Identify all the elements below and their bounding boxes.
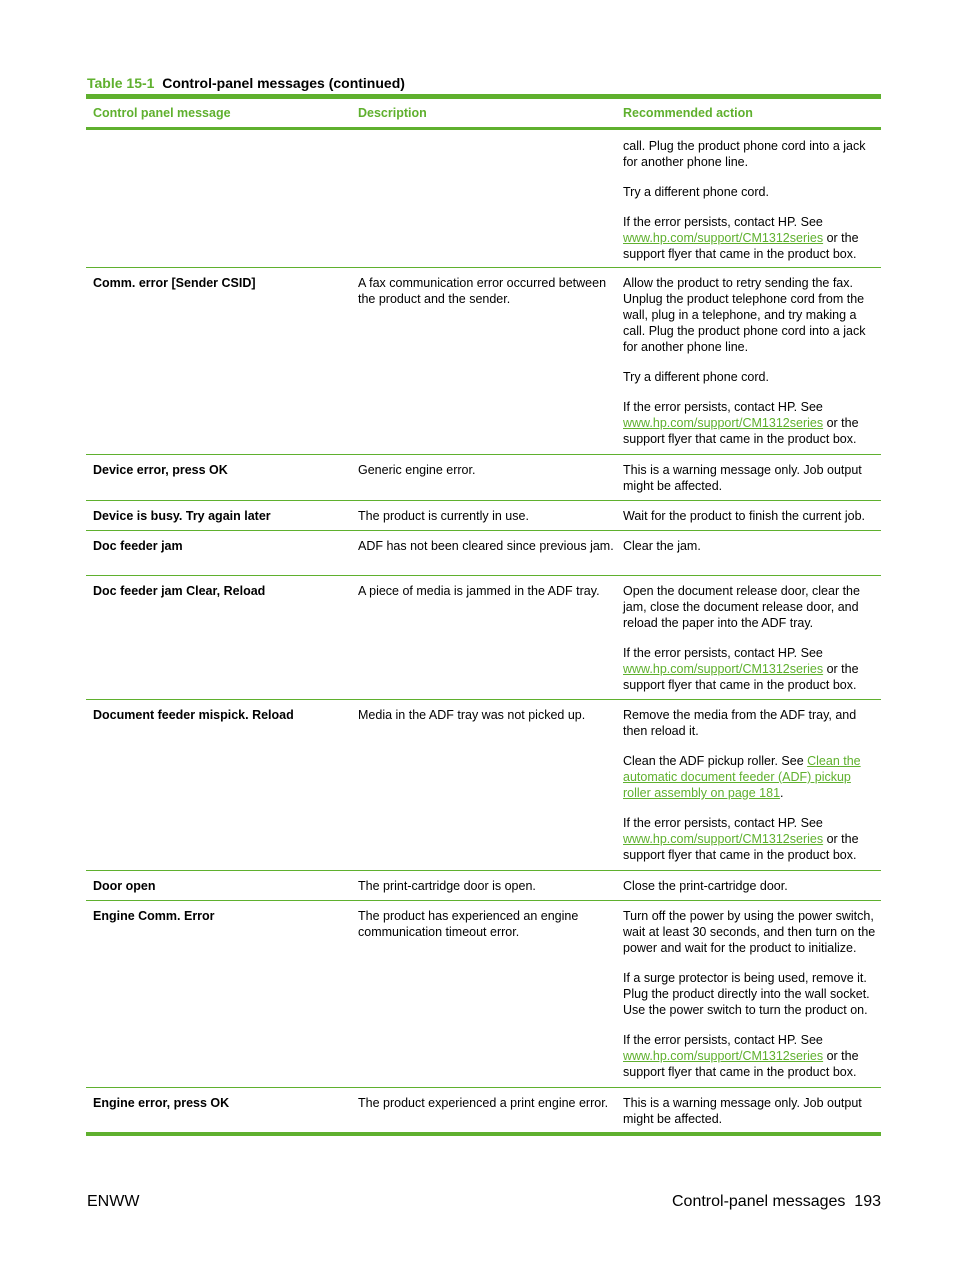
table-bottom-rule <box>86 1132 881 1136</box>
description-cell: Media in the ADF tray was not picked up. <box>358 708 586 722</box>
footer-left: ENWW <box>87 1193 140 1210</box>
action-paragraph <box>623 753 881 801</box>
action-text: If the error persists, contact HP. See <box>623 1033 823 1047</box>
message-cell: Door open <box>93 879 156 893</box>
action-paragraph: Try a different phone cord. <box>623 370 769 384</box>
action-link[interactable]: www.hp.com/support/CM1312series <box>623 231 824 245</box>
action-cell <box>623 538 881 554</box>
message-cell: Document feeder mispick. Reload <box>93 708 294 722</box>
message-cell: Engine Comm. Error <box>93 909 215 923</box>
action-paragraph <box>623 1032 881 1080</box>
action-paragraph: Close the print-cartridge door. <box>623 879 788 893</box>
message-cell: Device error, press OK <box>93 463 228 477</box>
action-paragraph <box>623 815 881 863</box>
table-number: Table 15-1 <box>87 75 155 91</box>
description-cell: A piece of media is jammed in the ADF tray. <box>358 584 600 598</box>
action-paragraph: Allow the product to retry sending the fax. Unplug the product telephone cord from the wall, plug in a telephone, and try making a call. Plug the product phone cord into a jack for another phone line. <box>623 276 866 354</box>
header-description: Description <box>358 106 427 120</box>
action-text: or the support flyer that came in the product box. <box>623 1049 859 1079</box>
action-paragraph: Clear the jam. <box>623 539 701 553</box>
action-paragraph: Try a different phone cord. <box>623 185 769 199</box>
message-cell: Comm. error [Sender CSID] <box>93 276 256 290</box>
action-text: . <box>780 786 784 800</box>
action-paragraph <box>623 214 881 262</box>
action-text: If the error persists, contact HP. See <box>623 816 823 830</box>
header-action: Recommended action <box>623 106 753 120</box>
page-number: 193 <box>854 1193 881 1210</box>
action-paragraph: Remove the media from the ADF tray, and then reload it. <box>623 708 857 738</box>
table-title <box>87 75 405 91</box>
description-cell: Generic engine error. <box>358 463 476 477</box>
table-caption: Control-panel messages (continued) <box>162 75 405 91</box>
table-row <box>86 576 881 700</box>
action-link[interactable]: www.hp.com/support/CM1312series <box>623 832 824 846</box>
action-link[interactable]: www.hp.com/support/CM1312series <box>623 1049 824 1063</box>
message-cell: Device is busy. Try again later <box>93 509 271 523</box>
action-cell <box>623 138 881 262</box>
table-row <box>86 131 881 268</box>
action-cell <box>623 1095 881 1127</box>
action-link[interactable]: www.hp.com/support/CM1312series <box>623 416 824 430</box>
description-cell: The product has experienced an engine communication timeout error. <box>358 909 579 939</box>
description-cell: The print-cartridge door is open. <box>358 879 536 893</box>
description-cell: ADF has not been cleared since previous jam. <box>358 539 614 553</box>
table-row <box>86 501 881 531</box>
action-cell <box>623 583 881 693</box>
action-cell <box>623 508 881 524</box>
message-cell: Engine error, press OK <box>93 1096 230 1110</box>
table-row <box>86 700 881 871</box>
action-link[interactable]: www.hp.com/support/CM1312series <box>623 662 824 676</box>
table-header <box>86 100 881 126</box>
action-text: Clean the ADF pickup roller. See <box>623 754 808 768</box>
table-top-rule <box>86 94 881 99</box>
table-row <box>86 901 881 1088</box>
action-cell <box>623 878 881 894</box>
header-message: Control panel message <box>93 106 231 120</box>
footer-section: Control-panel messages <box>671 1193 846 1210</box>
action-text: or the support flyer that came in the product box. <box>623 832 859 862</box>
action-text: or the support flyer that came in the product box. <box>623 662 859 692</box>
description-cell: The product is currently in use. <box>358 509 529 523</box>
footer-right <box>672 1193 881 1211</box>
action-text: or the support flyer that came in the product box. <box>623 231 859 261</box>
message-cell: Doc feeder jam <box>93 539 183 553</box>
description-cell: A fax communication error occurred between the product and the sender. <box>358 276 607 306</box>
action-paragraph: This is a warning message only. Job output might be affected. <box>623 1096 862 1126</box>
action-cell <box>623 275 881 447</box>
action-paragraph <box>623 645 881 693</box>
table-row <box>86 531 881 576</box>
action-paragraph: This is a warning message only. Job output might be affected. <box>623 463 862 493</box>
action-paragraph <box>623 399 881 447</box>
description-cell: The product experienced a print engine error. <box>358 1096 609 1110</box>
action-paragraph: call. Plug the product phone cord into a jack for another phone line. <box>623 139 866 169</box>
action-cell <box>623 707 881 863</box>
action-link[interactable]: Clean the automatic document feeder (ADF) pickup roller assembly on page 181 <box>623 754 861 800</box>
header-rule <box>86 127 881 130</box>
table-row <box>86 455 881 501</box>
action-text: or the support flyer that came in the product box. <box>623 416 859 446</box>
action-cell <box>623 462 881 494</box>
action-text: If the error persists, contact HP. See <box>623 646 823 660</box>
table-row <box>86 1088 881 1132</box>
table-row <box>86 871 881 901</box>
action-text: If the error persists, contact HP. See <box>623 400 823 414</box>
action-paragraph: Open the document release door, clear the jam, close the document release door, and reload the paper into the ADF tray. <box>623 584 860 630</box>
table-row <box>86 268 881 455</box>
action-paragraph: Turn off the power by using the power switch, wait at least 30 seconds, and then turn on the power and wait for the product to initialize. <box>623 909 876 955</box>
action-paragraph: If a surge protector is being used, remove it. Plug the product directly into the wall socket. Use the power switch to turn the product on. <box>623 971 870 1017</box>
action-cell <box>623 908 881 1080</box>
action-paragraph: Wait for the product to finish the current job. <box>623 509 866 523</box>
action-text: If the error persists, contact HP. See <box>623 215 823 229</box>
message-cell: Doc feeder jam Clear, Reload <box>93 584 266 598</box>
